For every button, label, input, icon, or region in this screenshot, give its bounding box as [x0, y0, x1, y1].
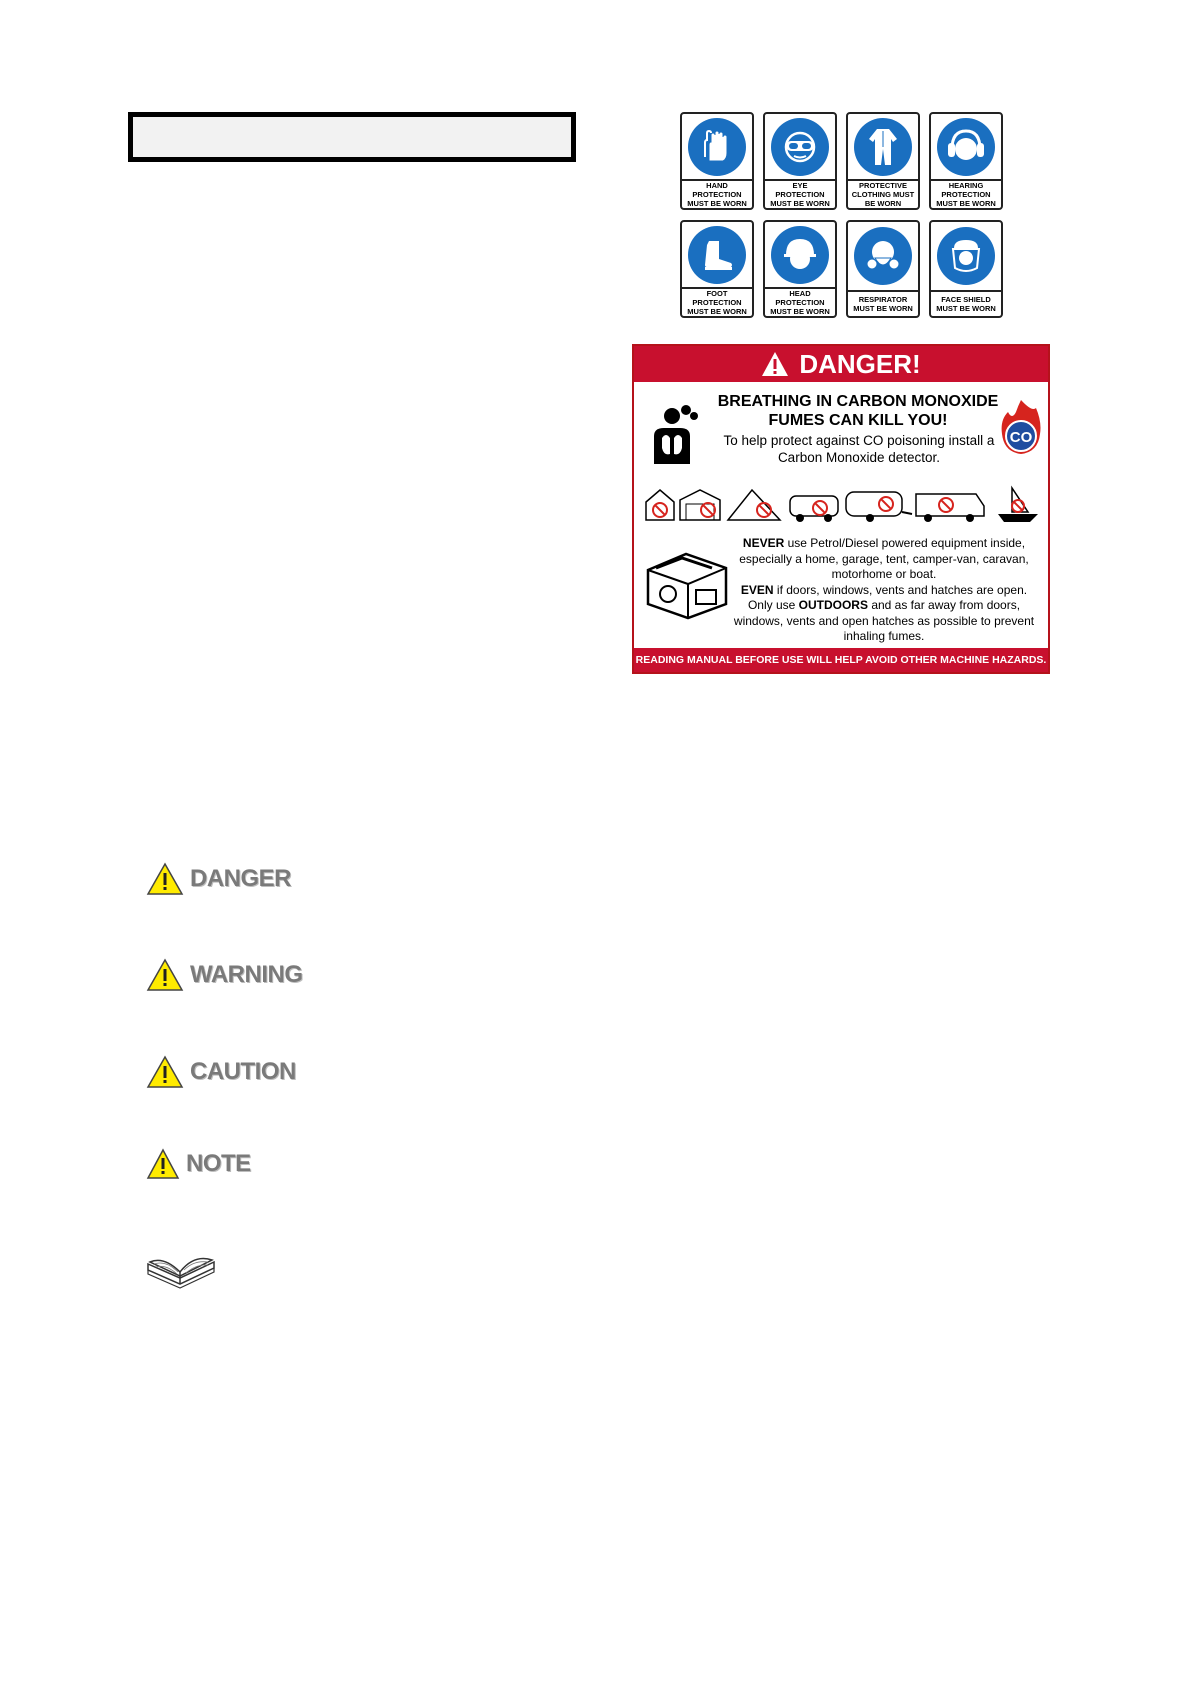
ppe-sign-eye [763, 112, 837, 210]
ear-muffs-icon [944, 125, 988, 169]
vehicle-prohibition-icons [640, 484, 1042, 524]
house-prohibited-icon [646, 490, 674, 520]
outdoors-text: and as far away from doors, windows, vents and open hatches as possible to prevent inhaling fumes. [733, 598, 1035, 643]
co-subtext: To help protect against CO poisoning install a Carbon Monoxide detector. [723, 433, 995, 465]
ppe-sign-clothing [846, 112, 920, 210]
signal-caution [146, 1055, 296, 1089]
face-shield-icon [944, 234, 988, 278]
ppe-sign-face-shield [929, 220, 1003, 318]
never-text: use Petrol/Diesel powered equipment inside, especially a home, garage, tent, camper-van, caravan, motorhome or boat. [739, 536, 1029, 581]
co-instructions [724, 536, 1044, 645]
signal-note [146, 1148, 251, 1180]
ppe-signs-grid [680, 112, 1000, 322]
ppe-sign-head [763, 220, 837, 318]
signal-word-danger: DANGER [190, 865, 292, 892]
ppe-label: HAND PROTECTION MUST BE WORN [687, 181, 747, 208]
warning-triangle-icon [146, 958, 184, 992]
ppe-label: EYE PROTECTION MUST BE WORN [770, 181, 830, 208]
coverall-icon [863, 125, 903, 169]
danger-sign-header [634, 346, 1048, 382]
signal-word-note: NOTE [186, 1150, 251, 1177]
signal-word-warning: WARNING [190, 961, 303, 988]
outdoors-word: OUTDOORS [798, 598, 868, 612]
warning-triangle-icon [761, 351, 789, 377]
garage-prohibited-icon [680, 490, 720, 520]
warning-triangle-icon [146, 862, 184, 896]
ppe-label: HEARING PROTECTION MUST BE WORN [936, 181, 996, 208]
never-word: NEVER [742, 536, 785, 550]
even-word: EVEN [740, 582, 774, 597]
signal-warning [146, 958, 303, 992]
co-badge-text: CO [1009, 429, 1033, 446]
co-headline: BREATHING IN CARBON MONOXIDE FUMES CAN KILL YOU! [717, 393, 999, 429]
ppe-sign-foot [680, 220, 754, 318]
warning-triangle-icon [146, 1055, 184, 1089]
motorhome-prohibited-icon [916, 494, 984, 522]
ppe-sign-respirator [846, 220, 920, 318]
camper-van-prohibited-icon [790, 496, 838, 522]
even-text: if doors, windows, vents and hatches are open. [773, 582, 1028, 597]
ppe-sign-hand [680, 112, 754, 210]
ppe-label: HEAD PROTECTION MUST BE WORN [770, 289, 830, 316]
signal-word-caution: CAUTION [190, 1058, 296, 1085]
co-flame-badge-icon [998, 398, 1044, 464]
glove-icon [697, 127, 737, 167]
generator-icon [642, 546, 730, 622]
respirator-icon [861, 234, 905, 278]
tent-prohibited-icon [728, 490, 780, 520]
section-header-box [128, 112, 576, 162]
ppe-label: PROTECTIVE CLOTHING MUST BE WORN [851, 181, 915, 208]
danger-sign-title: DANGER! [799, 348, 921, 379]
only-text: Only use [747, 598, 799, 612]
caravan-prohibited-icon [846, 492, 912, 522]
ppe-label: RESPIRATOR MUST BE WORN [853, 295, 913, 313]
warning-triangle-icon [146, 1148, 180, 1180]
danger-sign-footer: READING MANUAL BEFORE USE WILL HELP AVOID OTHER MACHINE HAZARDS. [634, 648, 1048, 672]
ppe-label: FOOT PROTECTION MUST BE WORN [687, 289, 747, 316]
boat-prohibited-icon [998, 488, 1038, 522]
ppe-sign-hearing [929, 112, 1003, 210]
helmet-icon [778, 233, 822, 277]
signal-danger [146, 862, 291, 896]
person-breathing-fumes-icon [644, 402, 700, 466]
open-book-icon [146, 1250, 216, 1292]
ppe-label: FACE SHIELD MUST BE WORN [936, 295, 996, 313]
goggles-icon [778, 125, 822, 169]
boot-icon [697, 235, 737, 275]
co-danger-sign [632, 344, 1050, 674]
